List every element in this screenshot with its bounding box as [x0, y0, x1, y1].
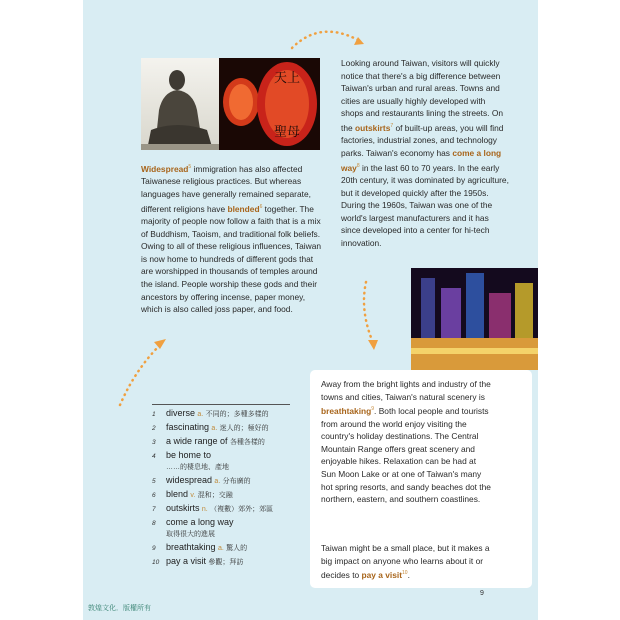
- vocab-number: 4: [152, 453, 156, 460]
- vocab-item: [152, 436, 300, 448]
- vocab-breathtaking: breathtaking: [321, 405, 372, 416]
- vocab-word: pay a visit: [166, 556, 207, 566]
- vocab-number: 8: [152, 520, 156, 527]
- footer-copyright: 敦煌文化．版權所有: [88, 604, 151, 612]
- vocab-word: fascinating: [166, 422, 210, 432]
- vocab-number: 2: [152, 425, 156, 432]
- vocab-word: blend: [166, 489, 189, 499]
- svg-text:聖母: 聖母: [273, 125, 301, 140]
- vocab-number: 6: [152, 492, 156, 499]
- vocab-item: [152, 475, 300, 487]
- vocab-pos: v.: [190, 492, 196, 499]
- vocab-number: 3: [152, 439, 156, 446]
- vocab-number: 10: [152, 559, 160, 566]
- vocab-number: 5: [152, 478, 156, 485]
- vocab-widespread: Widespread: [141, 163, 189, 174]
- vocab-item: [152, 422, 300, 434]
- vocab-word: outskirts: [166, 503, 200, 513]
- box-paragraph-1: Away from the bright lights and industry of the towns and cities, Taiwan's natural scenery is breathtaking$^9$. Both local people and tourists from around the world enjoy visiting the country's holiday destinations. The Central Mountain Range offers great scenery and enjoyable hikes. Relaxation can be had at Sun Moon Lake or at one of Taiwan's many hot spring resorts, and sandy beaches dot the northern, eastern, and southern coastlines.: [321, 379, 491, 505]
- city-photo: [411, 268, 538, 370]
- vocab-item: [152, 408, 300, 420]
- left-paragraph: Widespread$^5$ immigration has also affected Taiwanese religious practices. But whereas languages have generally remained separate, different religions have blended$^6$ together. The majority of people now follow a faith that is a mix of Buddhism, Taoism, and traditional folk beliefs. Owing to all of these religious influences, Taiwan is now home to hundreds of different gods that are worshipped in thousands of temples around the island. People worship these gods and their ancestors by offering incense, paper money, which is also called joss paper, and food.: [141, 163, 322, 315]
- vocab-item: [152, 450, 300, 473]
- vocab-number: 7: [152, 506, 156, 513]
- vocab-item: [152, 503, 300, 515]
- box-paragraph-2: Taiwan might be a small place, but it makes a big impact on anyone who learns about it or decides to pay a visit$^{10}$.: [321, 543, 490, 580]
- vocab-item: [152, 517, 300, 540]
- vocab-pos: n.: [201, 506, 208, 513]
- vocab-definition: 各種各樣的: [229, 439, 265, 446]
- buddha-photo: [141, 58, 219, 150]
- vocab-definition: 取得很大的進展: [166, 531, 215, 538]
- vocab-definition: 混和；交融: [197, 492, 233, 499]
- vocab-pos: a.: [217, 545, 224, 552]
- vocab-definition: 迷人的；極好的: [219, 425, 269, 432]
- vocab-word: a wide range of: [166, 436, 228, 446]
- vocab-pos: a.: [214, 478, 221, 485]
- vocab-definition: ……的棲息地、產地: [166, 464, 229, 471]
- vocab-definition: 參觀；拜訪: [208, 559, 244, 566]
- vocab-divider: [152, 404, 290, 405]
- vocab-definition: 不同的；多種多樣的: [205, 411, 269, 418]
- vocab-item: [152, 542, 300, 554]
- vocab-pos: a.: [211, 425, 218, 432]
- vocab-number: 1: [152, 411, 156, 418]
- right-paragraph: Looking around Taiwan, visitors will quickly notice that there's a big difference between Taiwan's urban and rural areas. Towns and cities are usually highly developed with shops and restaurants lining the streets. On the outskirts$^7$ of built-up areas, you will find factories, industrial zones, and technology parks. Taiwan's economy has come a long way$^8$ in the last 60 to 70 years. In the early 20th century, it was dominated by agriculture, but it developed quickly after the 1950s. During the 1960s, Taiwan was one of the world's largest manufacturers and it has since developed into a center for hi-tech innovation.: [341, 58, 509, 248]
- vocab-blended: blended: [227, 203, 260, 214]
- vocab-come-a-long-way: come a long way: [341, 147, 502, 173]
- lantern-photo: [219, 58, 320, 150]
- vocab-word: be home to: [166, 450, 212, 460]
- vocab-word: breathtaking: [166, 542, 216, 552]
- vocab-item: [152, 556, 300, 568]
- vocab-pay-a-visit: pay a visit: [361, 569, 403, 580]
- vocab-pos: a.: [197, 411, 204, 418]
- vocab-item: [152, 489, 300, 501]
- vocab-definition: （複數）郊外；郊區: [210, 506, 274, 513]
- vocabulary-list: [152, 404, 300, 570]
- vocab-word: come a long way: [166, 517, 234, 527]
- vocab-outskirts: outskirts: [354, 122, 391, 133]
- vocab-definition: 驚人的: [226, 545, 248, 552]
- page-number: 9: [480, 590, 484, 597]
- vocab-number: 9: [152, 545, 156, 552]
- vocab-definition: 分布廣的: [222, 478, 251, 485]
- vocab-word: widespread: [166, 475, 213, 485]
- vocab-word: diverse: [166, 408, 196, 418]
- svg-text:天上: 天上: [273, 71, 301, 86]
